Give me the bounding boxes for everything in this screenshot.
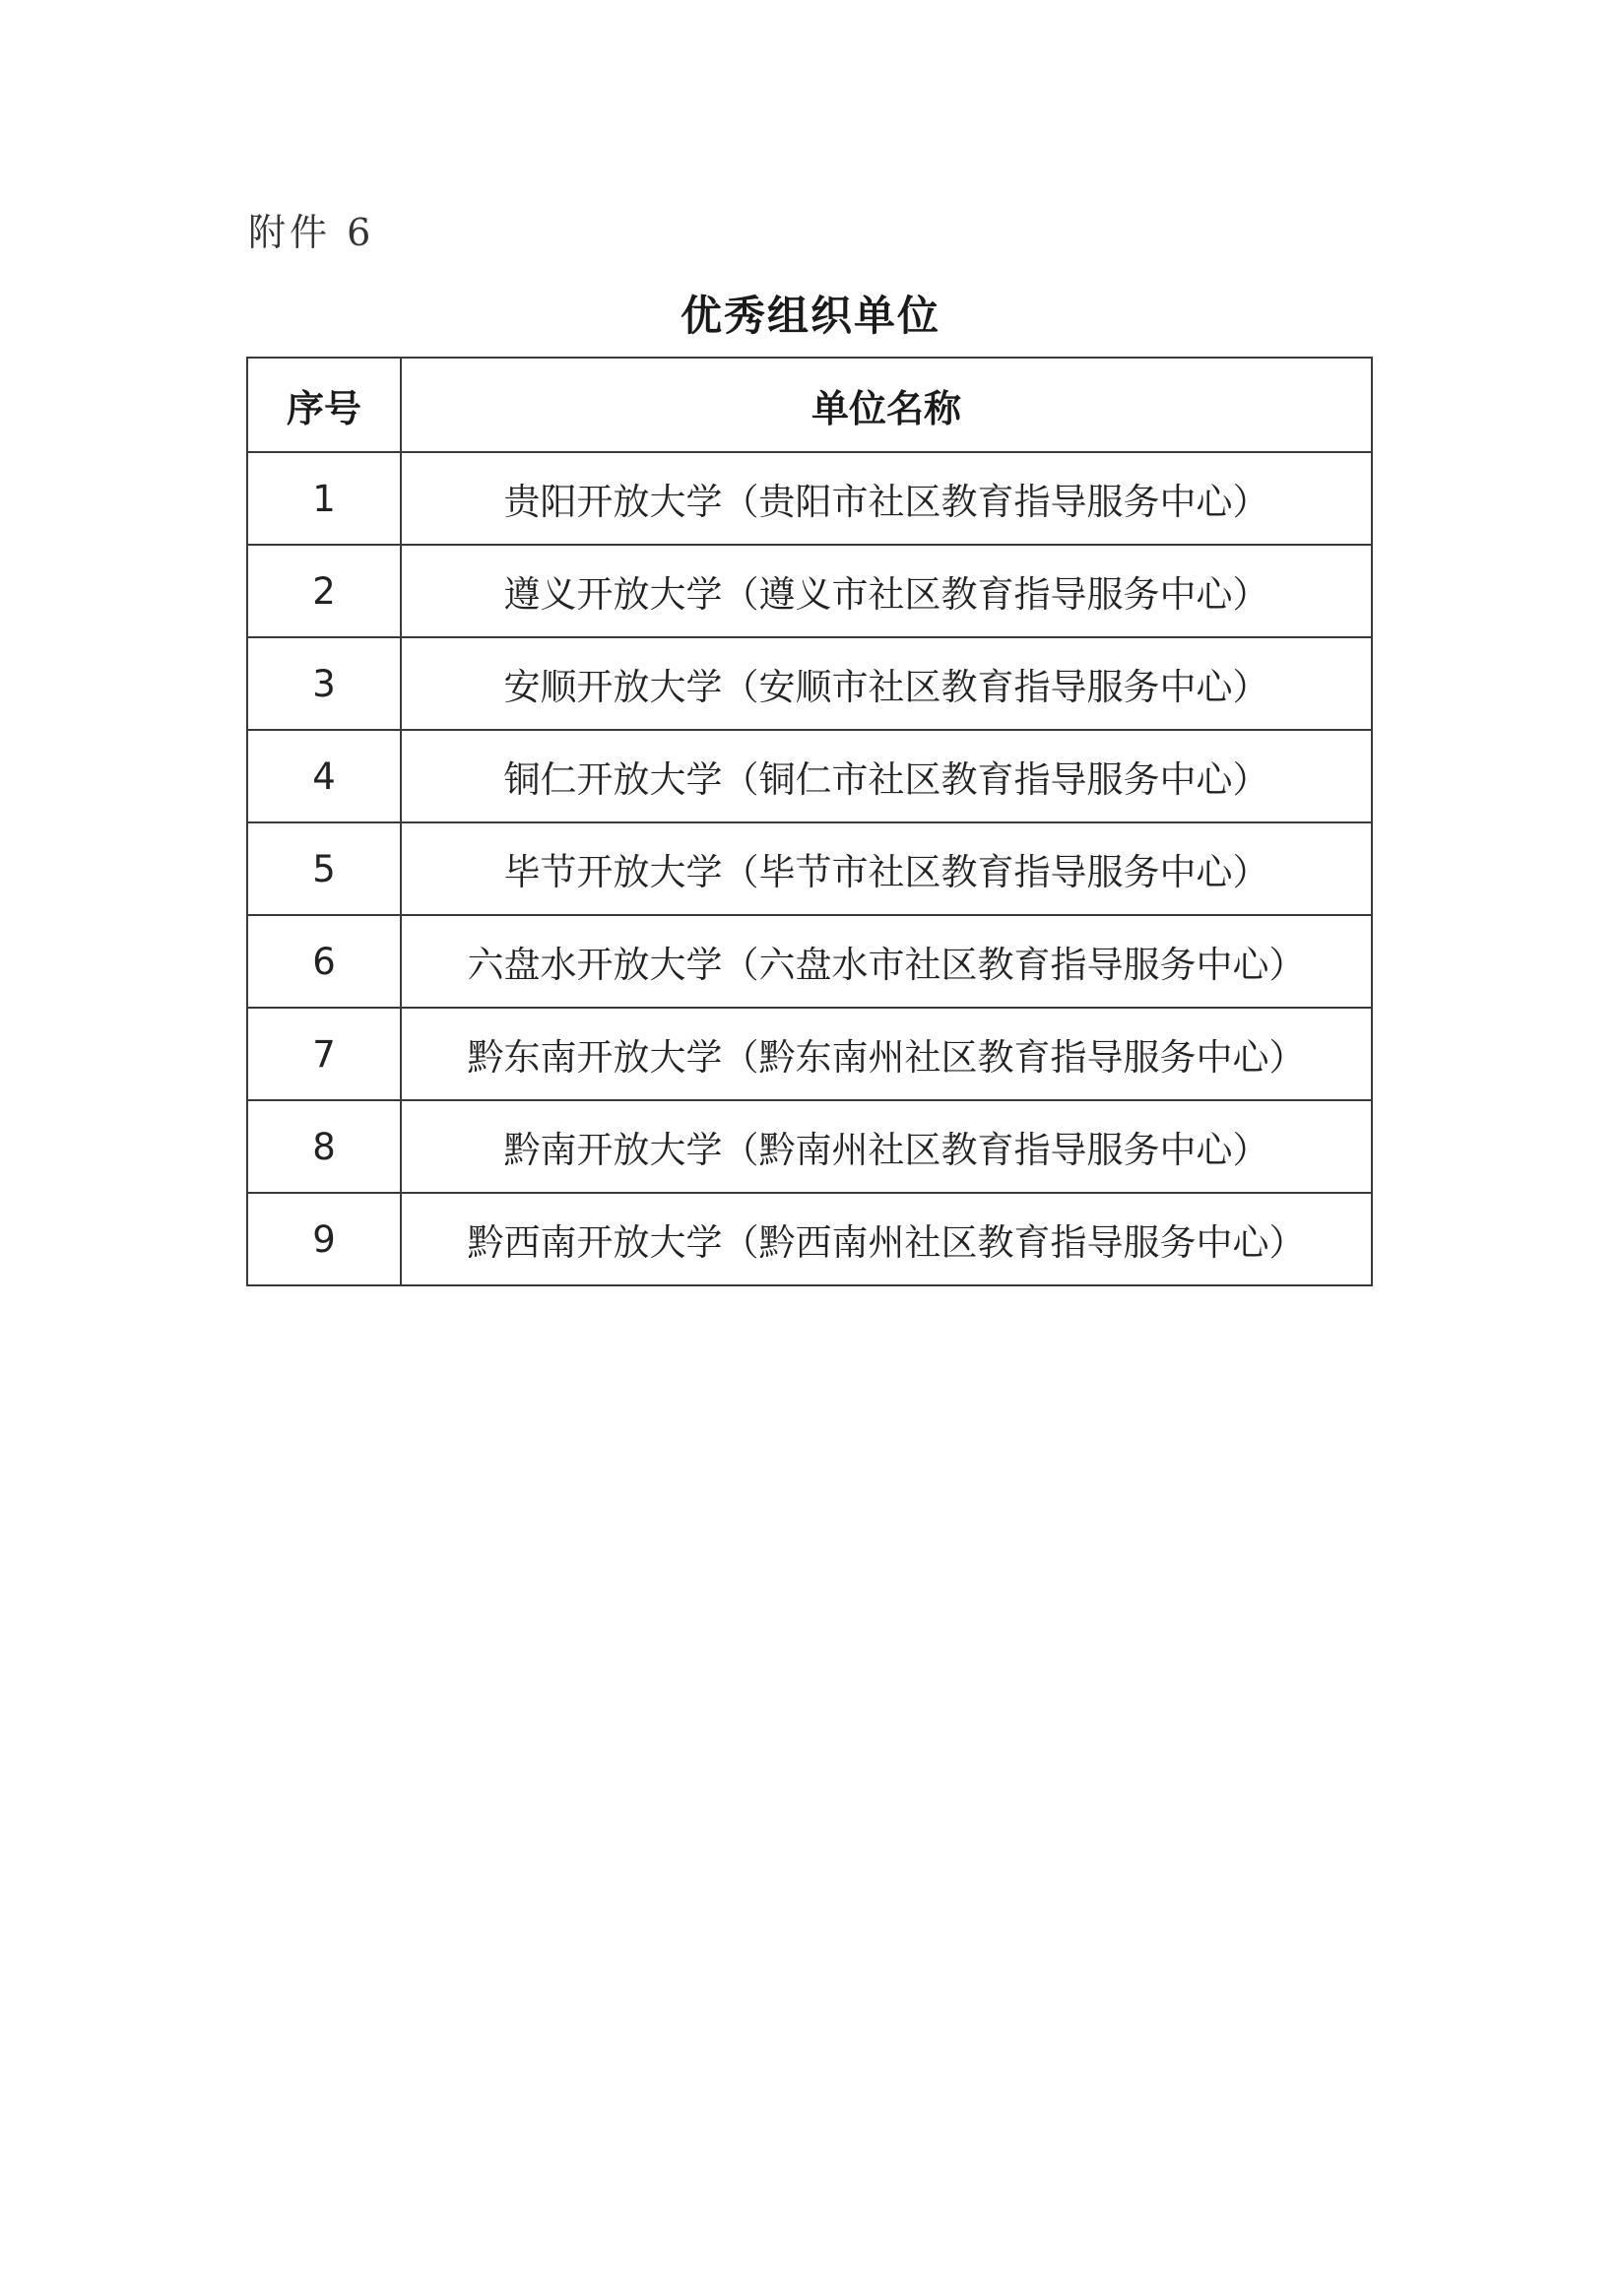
row-index: 4 xyxy=(247,730,401,822)
table-row xyxy=(247,1100,1372,1193)
table-row xyxy=(247,822,1372,915)
row-unit-name: 遵义开放大学（遵义市社区教育指导服务中心） xyxy=(401,545,1372,637)
row-unit-name: 铜仁开放大学（铜仁市社区教育指导服务中心） xyxy=(401,730,1372,822)
row-unit-name: 黔东南开放大学（黔东南州社区教育指导服务中心） xyxy=(401,1008,1372,1100)
row-index: 3 xyxy=(247,637,401,730)
row-unit-name: 毕节开放大学（毕节市社区教育指导服务中心） xyxy=(401,822,1372,915)
row-index: 9 xyxy=(247,1193,401,1285)
row-unit-name: 安顺开放大学（安顺市社区教育指导服务中心） xyxy=(401,637,1372,730)
row-index: 1 xyxy=(247,452,401,545)
table-row xyxy=(247,1008,1372,1100)
row-index: 6 xyxy=(247,915,401,1008)
row-index: 5 xyxy=(247,822,401,915)
row-index: 8 xyxy=(247,1100,401,1193)
row-unit-name: 黔西南开放大学（黔西南州社区教育指导服务中心） xyxy=(401,1193,1372,1285)
column-header-name: 单位名称 xyxy=(401,358,1372,452)
column-header-index: 序号 xyxy=(247,358,401,452)
table-row xyxy=(247,637,1372,730)
unit-table xyxy=(246,357,1373,1286)
page-title: 优秀组织单位 xyxy=(680,292,940,340)
row-unit-name: 贵阳开放大学（贵阳市社区教育指导服务中心） xyxy=(401,452,1372,545)
table-row xyxy=(247,452,1372,545)
attachment-label: 附件 6 xyxy=(248,211,375,254)
row-unit-name: 黔南开放大学（黔南州社区教育指导服务中心） xyxy=(401,1100,1372,1193)
row-unit-name: 六盘水开放大学（六盘水市社区教育指导服务中心） xyxy=(401,915,1372,1008)
row-index: 2 xyxy=(247,545,401,637)
table-row xyxy=(247,1193,1372,1285)
table-row xyxy=(247,545,1372,637)
row-index: 7 xyxy=(247,1008,401,1100)
table-row xyxy=(247,915,1372,1008)
table-row xyxy=(247,730,1372,822)
table-header-row xyxy=(247,358,1372,452)
